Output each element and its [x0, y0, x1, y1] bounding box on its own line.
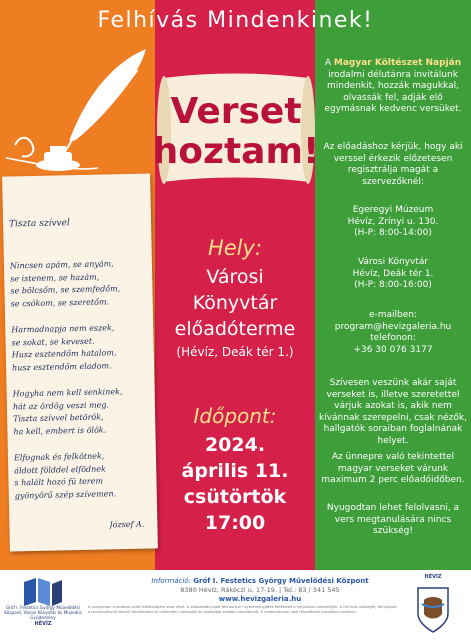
event-hour: 17:00 [204, 512, 266, 534]
reading-paragraph: Nyugodtan lehet felolvasni, a vers megtanulására nincs szükség! [326, 503, 460, 537]
phone-label: telefonon: [370, 333, 416, 344]
event-date: április 11. [181, 460, 289, 482]
museum-contact [318, 205, 468, 240]
poem-stanza-3: Hogyha nem kell senkinek, hát az ördög veszi meg. Tiszta szívvel betörök, ha kell, embert is ölök. [12, 387, 123, 436]
event-title [150, 92, 322, 172]
venue-label: Hely: [207, 236, 263, 260]
library-contact [318, 257, 468, 292]
library-logo-city: HÉVÍZ [34, 621, 52, 627]
poem-title: Tiszta szívvel [8, 218, 70, 230]
info-label: Információ: [151, 577, 192, 585]
poster-headline: Felhívás Mindenkinek! [97, 8, 374, 33]
intro-paragraph [318, 58, 468, 116]
museum-name: Egeregyi Múzeum [352, 205, 434, 215]
event-year: 2024. [204, 434, 266, 456]
event-title-line-2: hoztam! [152, 131, 320, 172]
venue-address: (Hévíz, Deák tér 1.) [176, 345, 294, 359]
phone-number[interactable]: +36 30 076 3177 [353, 344, 433, 355]
email-link[interactable]: program@hevizgaleria.hu [334, 321, 452, 332]
handwritten-poem [2, 173, 158, 551]
time-label: Időpont: [193, 404, 277, 428]
event-title-line-1: Verset [170, 91, 302, 132]
rules-paragraph: Az ünnepre való tekintettel magyar verseket várunk maximum 2 perc előadóidőben. [321, 452, 465, 486]
registration-paragraph: Az előadáshoz kérjük, hogy aki verssel érkezik előzetesen regisztrálja magát a szervezőknél: [323, 142, 463, 187]
poem-stanza-4: Elfognak és felkötnek, áldott földdel elfödnek s halált hozó fü terem gyönyörű szép szívemen. [13, 451, 117, 500]
museum-hours: (H-P: 8:00-14:00) [354, 228, 432, 239]
poem-stanza-2: Harmadnapja nem eszek, se sokat, se keveset. Husz esztendőm hatalom, husz esztendőm eladom. [11, 323, 117, 372]
heviz-crest-icon [408, 574, 458, 636]
library-logo-name: Gróf I. Festetics György Művelődési Központ, Városi Könyvtár és Muzeális Gyűjtemény [4, 605, 82, 620]
website-link[interactable]: www.hevizgaleria.hu [218, 595, 302, 603]
heviz-label: HÉVÍZ [424, 574, 442, 580]
organizer-name: Gróf I. Festetics György Művelődési Központ [193, 577, 369, 585]
poem-stanza-1: Nincsen apám, se anyám, se istenem, se hazám, se bölcsőm, se szemfedőm, se csókom, se szeretőm. [9, 259, 121, 308]
library-name: Városi Könyvtár [357, 257, 429, 267]
library-address: Hévíz, Deák tér 1. [352, 268, 434, 279]
library-logo-caption [2, 605, 84, 627]
organizer-address: 8380 Hévíz, Rákóczi u. 17-19. | Tel.: 83 / 341 545 [180, 586, 340, 594]
quill-inkwell-icon [0, 40, 155, 180]
intro-text: irodalmi délutánra invitálunk mindenkit, hozzák magukkal, olvassák fel, adják elő egymásnak kedvenc versüket. [324, 69, 462, 115]
event-day: csütörtök [183, 486, 287, 508]
poetry-day-highlight: Magyar Költészet Napján [333, 58, 462, 68]
fine-print: A programon a rendező saját felelősségére vesz részt. A változtatás jogát fenntartjuk! Nyereményjáték feltételeit a helyszínen ismertetjük. A Felhívás szövegét, fényképeit, a rendezvényről készült felvételeket az intézmény honlapján és közösségi oldalain közzéteheti. A rendezvényen való részvétellel hozzájárul ezekhez. [88, 605, 398, 614]
footer-info [120, 577, 400, 604]
intro-prefix: A [324, 58, 334, 68]
poem-signature: József A. [109, 519, 145, 530]
venue-name [155, 264, 315, 342]
venue-line-3: előadóterme [174, 318, 296, 340]
museum-address: Hévíz, Zrínyi u. 130. [347, 216, 439, 227]
event-time [155, 432, 315, 536]
venue-line-2: Könyvtár [192, 292, 278, 314]
online-contact [318, 310, 468, 356]
venue-line-1: Városi [206, 266, 264, 288]
welcome-paragraph: Szívesen veszünk akár saját verseket is, illetve szeretettel várjuk azokat is, akik nem kívánnak szerepelni, csak nézők, hallgatók soraiban foglalnának helyet. [319, 378, 467, 446]
library-hours: (H-P: 8:00-16:00) [354, 280, 432, 291]
email-label: e-mailben: [368, 310, 418, 320]
